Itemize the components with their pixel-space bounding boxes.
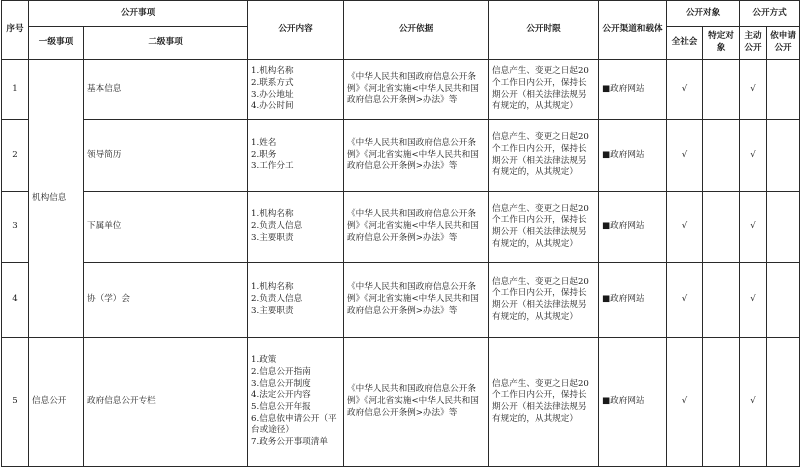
row-channel: ■政府网站	[599, 338, 667, 467]
row-level2: 领导简历	[84, 120, 248, 192]
row-mode-request	[767, 192, 800, 263]
row-mode-active: √	[740, 338, 767, 467]
row-time-limit: 信息产生、变更之日起20个工作日内公开，保持长期公开（相关法律法规另有规定的，从其规定）	[489, 60, 599, 120]
header-basis: 公开依据	[344, 1, 489, 60]
table-row	[2, 60, 800, 120]
row-target-public: √	[667, 192, 703, 263]
row-time-limit: 信息产生、变更之日起20个工作日内公开，保持长期公开（相关法律法规另有规定的，从其规定）	[489, 120, 599, 192]
row-target-public: √	[667, 60, 703, 120]
row-channel: ■政府网站	[599, 60, 667, 120]
row-time-limit: 信息产生、变更之日起20个工作日内公开，保持长期公开（相关法律法规另有规定的，从其规定）	[489, 338, 599, 467]
row-target-specific	[703, 263, 740, 338]
row-time-limit: 信息产生、变更之日起20个工作日内公开，保持长期公开（相关法律法规另有规定的，从其规定）	[489, 263, 599, 338]
category-disclosure: 信息公开	[29, 338, 84, 467]
row-basis: 《中华人民共和国政府信息公开条例》《河北省实施<中华人民共和国政府信息公开条例>办法》等	[344, 192, 489, 263]
header-matter-group: 公开事项	[29, 1, 248, 27]
disclosure-table	[1, 0, 800, 467]
row-level2: 协（学）会	[84, 263, 248, 338]
row-basis: 《中华人民共和国政府信息公开条例》《河北省实施<中华人民共和国政府信息公开条例>办法》等	[344, 60, 489, 120]
row-mode-active: √	[740, 120, 767, 192]
row-seq: 2	[2, 120, 29, 192]
category-org: 机构信息	[29, 60, 84, 338]
row-basis: 《中华人民共和国政府信息公开条例》《河北省实施<中华人民共和国政府信息公开条例>办法》等	[344, 263, 489, 338]
row-channel: ■政府网站	[599, 192, 667, 263]
row-target-specific	[703, 338, 740, 467]
row-basis: 《中华人民共和国政府信息公开条例》《河北省实施<中华人民共和国政府信息公开条例>办法》等	[344, 338, 489, 467]
row-seq: 4	[2, 263, 29, 338]
row-target-public: √	[667, 338, 703, 467]
row-basis: 《中华人民共和国政府信息公开条例》《河北省实施<中华人民共和国政府信息公开条例>办法》等	[344, 120, 489, 192]
row-content: 1.姓名 2.职务 3.工作分工	[248, 120, 344, 192]
row-channel: ■政府网站	[599, 120, 667, 192]
row-level2: 下属单位	[84, 192, 248, 263]
row-mode-active: √	[740, 192, 767, 263]
row-time-limit: 信息产生、变更之日起20个工作日内公开，保持长期公开（相关法律法规另有规定的，从其规定）	[489, 192, 599, 263]
row-channel: ■政府网站	[599, 263, 667, 338]
row-content: 1.机构名称 2.负责人信息 3.主要职责	[248, 192, 344, 263]
row-seq: 1	[2, 60, 29, 120]
header-level1: 一级事项	[29, 27, 84, 60]
header-level2: 二级事项	[84, 27, 248, 60]
row-target-specific	[703, 60, 740, 120]
row-target-public: √	[667, 263, 703, 338]
header-mode-request: 依申请公开	[767, 27, 800, 60]
header-channel: 公开渠道和载体	[599, 1, 667, 60]
row-content: 1.政策 2.信息公开指南 3.信息公开制度 4.法定公开内容 5.信息公开年报 6.信息依申请公开（平台或途径） 7.政务公开事项清单	[248, 338, 344, 467]
row-level2: 政府信息公开专栏	[84, 338, 248, 467]
row-mode-request	[767, 338, 800, 467]
row-mode-request	[767, 60, 800, 120]
row-mode-active: √	[740, 263, 767, 338]
header-mode-group: 公开方式	[740, 1, 800, 27]
row-seq: 5	[2, 338, 29, 467]
row-target-specific	[703, 192, 740, 263]
row-content: 1.机构名称 2.负责人信息 3.主要职责	[248, 263, 344, 338]
row-mode-request	[767, 263, 800, 338]
table-row	[2, 263, 800, 338]
header-time-limit: 公开时限	[489, 1, 599, 60]
header-content: 公开内容	[248, 1, 344, 60]
header-target-specific: 特定对象	[703, 27, 740, 60]
header-mode-active: 主动公开	[740, 27, 767, 60]
table-row	[2, 120, 800, 192]
row-level2: 基本信息	[84, 60, 248, 120]
header-target-public: 全社会	[667, 27, 703, 60]
table-row	[2, 192, 800, 263]
row-seq: 3	[2, 192, 29, 263]
row-target-specific	[703, 120, 740, 192]
row-mode-active: √	[740, 60, 767, 120]
row-mode-request	[767, 120, 800, 192]
row-content: 1.机构名称 2.联系方式 3.办公地址 4.办公时间	[248, 60, 344, 120]
row-target-public: √	[667, 120, 703, 192]
header-seq: 序号	[2, 1, 29, 60]
header-target-group: 公开对象	[667, 1, 740, 27]
table-row	[2, 338, 800, 467]
